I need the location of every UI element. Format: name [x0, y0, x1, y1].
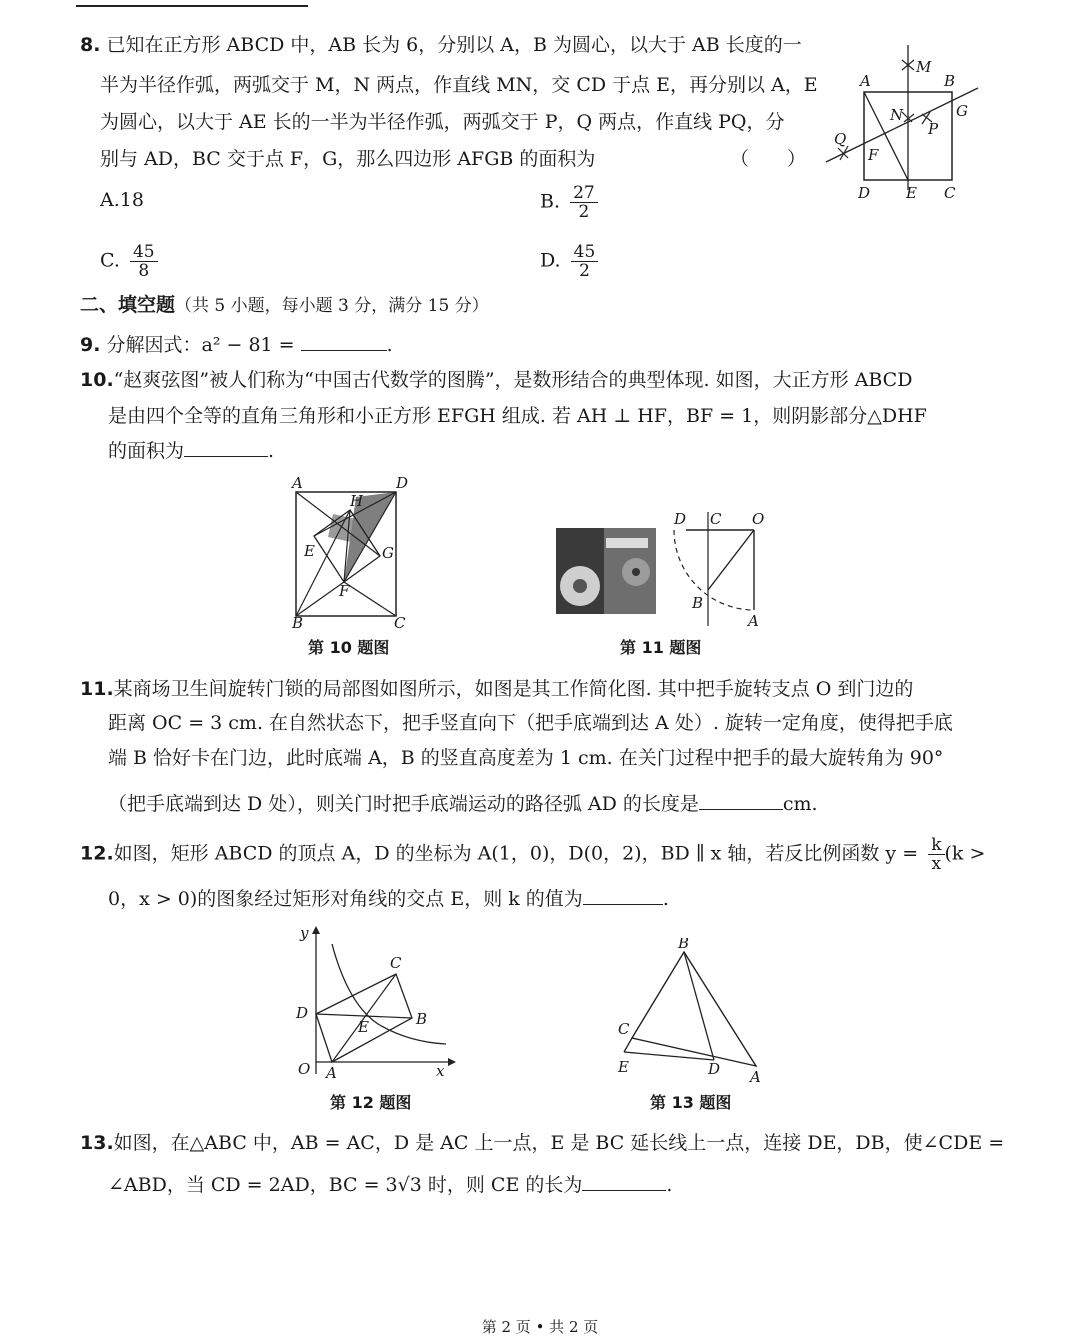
q13-line-1: [80, 1130, 1004, 1156]
q8-option-b-den: 2: [578, 202, 590, 222]
q10-answer-blank[interactable]: [184, 436, 268, 457]
q10-line-c: [344, 582, 396, 616]
q12-label-e: E: [358, 1018, 369, 1036]
q13-number: 13.: [80, 1132, 114, 1154]
q8-label-f: F: [868, 146, 879, 164]
q8-option-d: [540, 243, 598, 280]
q12-text-2: 0，x > 0)的图象经过矩形对角线的交点 E，则 k 的值为: [108, 888, 583, 910]
q12-fraction-num: k: [928, 836, 944, 855]
q11-label-o: O: [752, 510, 765, 528]
q13-figure: [610, 938, 770, 1088]
q10-text-3: 的面积为: [108, 440, 185, 462]
q8-option-d-fraction: [571, 243, 599, 280]
q12-text-1: 如图，矩形 ABCD 的顶点 A，D 的坐标为 A(1，0)，D(0，2)，BD ∥ x 轴，若反比例函数 y =: [113, 842, 919, 865]
q8-text-2: 半为半径作弧，两弧交于 M，N 两点，作直线 MN，交 CD 于点 E，再分别以 A，E: [100, 74, 818, 96]
q11-line-4: [108, 789, 818, 817]
q11-figure: [668, 506, 778, 634]
q8-option-a-value: 18: [119, 189, 144, 211]
q8-option-c-den: 8: [138, 261, 150, 281]
q13-line-ce: [624, 1038, 632, 1052]
q12-x-arrow: [448, 1058, 456, 1066]
q8-option-a: [100, 187, 144, 213]
q11-photo-handle: [606, 538, 648, 548]
q8-option-d-label: D.: [540, 249, 561, 272]
section-2-desc: （共 5 小题，每小题 3 分，满分 15 分）: [175, 296, 489, 316]
q12-label-d: D: [296, 1004, 309, 1022]
q13-label-d: D: [708, 1060, 721, 1078]
q8-label-m: M: [916, 58, 932, 76]
q12-label-x: x: [436, 1062, 445, 1080]
q10-caption: 第 10 题图: [308, 638, 390, 657]
q12-label-b: B: [416, 1010, 428, 1028]
q8-option-b: [540, 184, 598, 221]
q12-line-2: [108, 884, 669, 912]
q8-label-n: N: [890, 106, 904, 124]
q8-line-pq: [826, 88, 978, 162]
q13-answer-blank[interactable]: [582, 1170, 666, 1191]
q9-line: [80, 330, 393, 358]
q8-option-c-label: C.: [100, 249, 120, 272]
q8-bracket: （ ）: [730, 148, 807, 170]
q12-label-a: A: [326, 1064, 337, 1080]
q8-option-d-den: 2: [579, 261, 590, 281]
q13-line-2: [108, 1170, 672, 1198]
q8-number: 8.: [80, 34, 101, 56]
q11-photo-lock-center: [632, 568, 640, 576]
q13-text-1: 如图，在△ABC 中，AB = AC，D 是 AC 上一点，E 是 BC 延长线上一点，连接 DE，DB，使∠CDE =: [113, 1132, 1005, 1154]
top-rule: [76, 0, 308, 7]
q9-number: 9.: [80, 334, 101, 356]
q12-number: 12.: [80, 842, 114, 865]
q12-caption: 第 12 题图: [330, 1093, 412, 1112]
q8-label-b: B: [944, 72, 956, 90]
q12-y-arrow: [312, 926, 320, 934]
q10-figure: [284, 474, 424, 632]
q8-option-b-num: 27: [570, 184, 598, 203]
q8-option-c-fraction: [130, 243, 158, 280]
q11-label-a: A: [748, 612, 759, 630]
q11-photo-knob-center: [573, 579, 587, 593]
q9-end: .: [386, 334, 393, 356]
q9-answer-blank[interactable]: [301, 330, 387, 351]
q11-line-ob: [708, 530, 754, 590]
q8-text-4-body: 别与 AD，BC 交于点 F，G，那么四边形 AFGB 的面积为: [100, 148, 596, 170]
q10-label-g: G: [382, 544, 394, 562]
q11-arc-ad: [674, 530, 754, 610]
q13-label-b: B: [678, 938, 690, 952]
q8-label-g: G: [956, 102, 968, 120]
q10-line-bf: [296, 582, 344, 616]
q11-label-d: D: [674, 510, 687, 528]
q10-text-1: “赵爽弦图”被人们称为“中国古代数学的图腾”，是数形结合的典型体现. 如图，大正方形 ABCD: [113, 369, 913, 391]
q11-text-4: （把手底端到达 D 处），则关门时把手底端运动的路径弧 AD 的长度是: [108, 793, 699, 815]
q8-arc-mark-q: [838, 146, 848, 160]
q11-text-2: 距离 OC = 3 cm. 在自然状态下，把手竖直向下（把手底端到达 A 处）. 旋转一定角度，使得把手底: [108, 712, 953, 734]
section-2-title: 二、填空题: [80, 294, 176, 316]
q13-text-2: ∠ABD，当 CD = 2AD，BC = 3√3 时，则 CE 的长为: [108, 1174, 583, 1196]
section-2-heading: [80, 292, 489, 319]
q8-option-a-label: A.: [100, 189, 120, 211]
q10-text-2: 是由四个全等的直角三角形和小正方形 EFGH 组成. 若 AH ⊥ HF，BF = 1，则阴影部分△DHF: [108, 405, 927, 427]
q8-option-c: [100, 243, 158, 280]
q8-figure: [820, 40, 1000, 210]
q8-text-4: [100, 146, 595, 172]
q11-line-1: [80, 676, 913, 702]
q8-label-e: E: [906, 184, 917, 202]
q8-label-p: P: [928, 120, 939, 138]
q11-text-1: 某商场卫生间旋转门锁的局部图如图所示，如图是其工作简化图. 其中把手旋转支点 O 到门边的: [113, 678, 914, 700]
q13-end: .: [666, 1174, 673, 1196]
q12-label-y: y: [300, 924, 309, 942]
q10-label-d: D: [396, 474, 409, 492]
q11-text-3: 端 B 恰好卡在门边，此时底端 A，B 的竖直高度差为 1 cm. 在关门过程中把手的最大旋转角为 90°: [108, 747, 944, 769]
q13-triangle-abc: [632, 952, 756, 1066]
q13-label-a: A: [750, 1068, 761, 1086]
q12-label-c: C: [390, 954, 402, 972]
q11-caption: 第 11 题图: [620, 638, 702, 657]
q11-number: 11.: [80, 678, 114, 700]
q8-label-a: A: [860, 72, 871, 90]
q12-fraction: [928, 836, 944, 873]
q13-caption: 第 13 题图: [650, 1093, 732, 1112]
q12-hyperbola: [332, 944, 446, 1044]
q13-label-e: E: [618, 1058, 629, 1076]
q8-option-c-num: 45: [130, 243, 158, 262]
q8-label-q: Q: [834, 130, 847, 148]
q10-label-a: A: [292, 474, 303, 492]
q9-text: 分解因式：a² − 81 =: [106, 334, 295, 356]
q10-label-h: H: [350, 492, 364, 510]
q11-answer-blank[interactable]: [699, 789, 783, 810]
q10-number: 10.: [80, 369, 114, 391]
q13-line-bd: [684, 952, 714, 1060]
q8-line-1: [80, 32, 802, 58]
q12-line-1: [80, 836, 985, 873]
q10-label-b: B: [292, 614, 304, 632]
q11-photo: [556, 528, 656, 614]
q8-text-3: 为圆心，以大于 AE 长的一半为半径作弧，两弧交于 P，Q 两点，作直线 PQ，分: [100, 111, 785, 133]
q8-option-b-fraction: [570, 184, 598, 221]
q13-label-c: C: [618, 1020, 630, 1038]
q12-figure: [288, 924, 458, 1080]
q8-option-d-num: 45: [571, 243, 599, 262]
q11-label-b: B: [692, 594, 704, 612]
q8-text-1: 已知在正方形 ABCD 中，AB 长为 6，分别以 A，B 为圆心，以大于 AB 长度的一: [106, 34, 802, 56]
q8-label-d: D: [858, 184, 871, 202]
q11-end: cm.: [782, 793, 818, 815]
q10-end: .: [268, 440, 275, 462]
q12-text-1-tail: (k >: [944, 842, 986, 865]
q10-line-3: [108, 436, 274, 464]
q12-end: .: [662, 888, 669, 910]
q10-label-f: F: [339, 582, 350, 600]
q10-line-b: [296, 510, 350, 616]
q8-label-c: C: [944, 184, 956, 202]
q12-label-o: O: [298, 1060, 311, 1078]
q12-answer-blank[interactable]: [583, 884, 663, 905]
q10-label-e: E: [304, 542, 315, 560]
q11-label-c: C: [710, 510, 722, 528]
q8-option-b-label: B.: [540, 190, 561, 213]
page-footer: 第 2 页 • 共 2 页: [481, 1318, 599, 1336]
q10-label-c: C: [394, 614, 406, 632]
q12-fraction-den: x: [931, 854, 942, 874]
q10-line-1: [80, 367, 912, 393]
